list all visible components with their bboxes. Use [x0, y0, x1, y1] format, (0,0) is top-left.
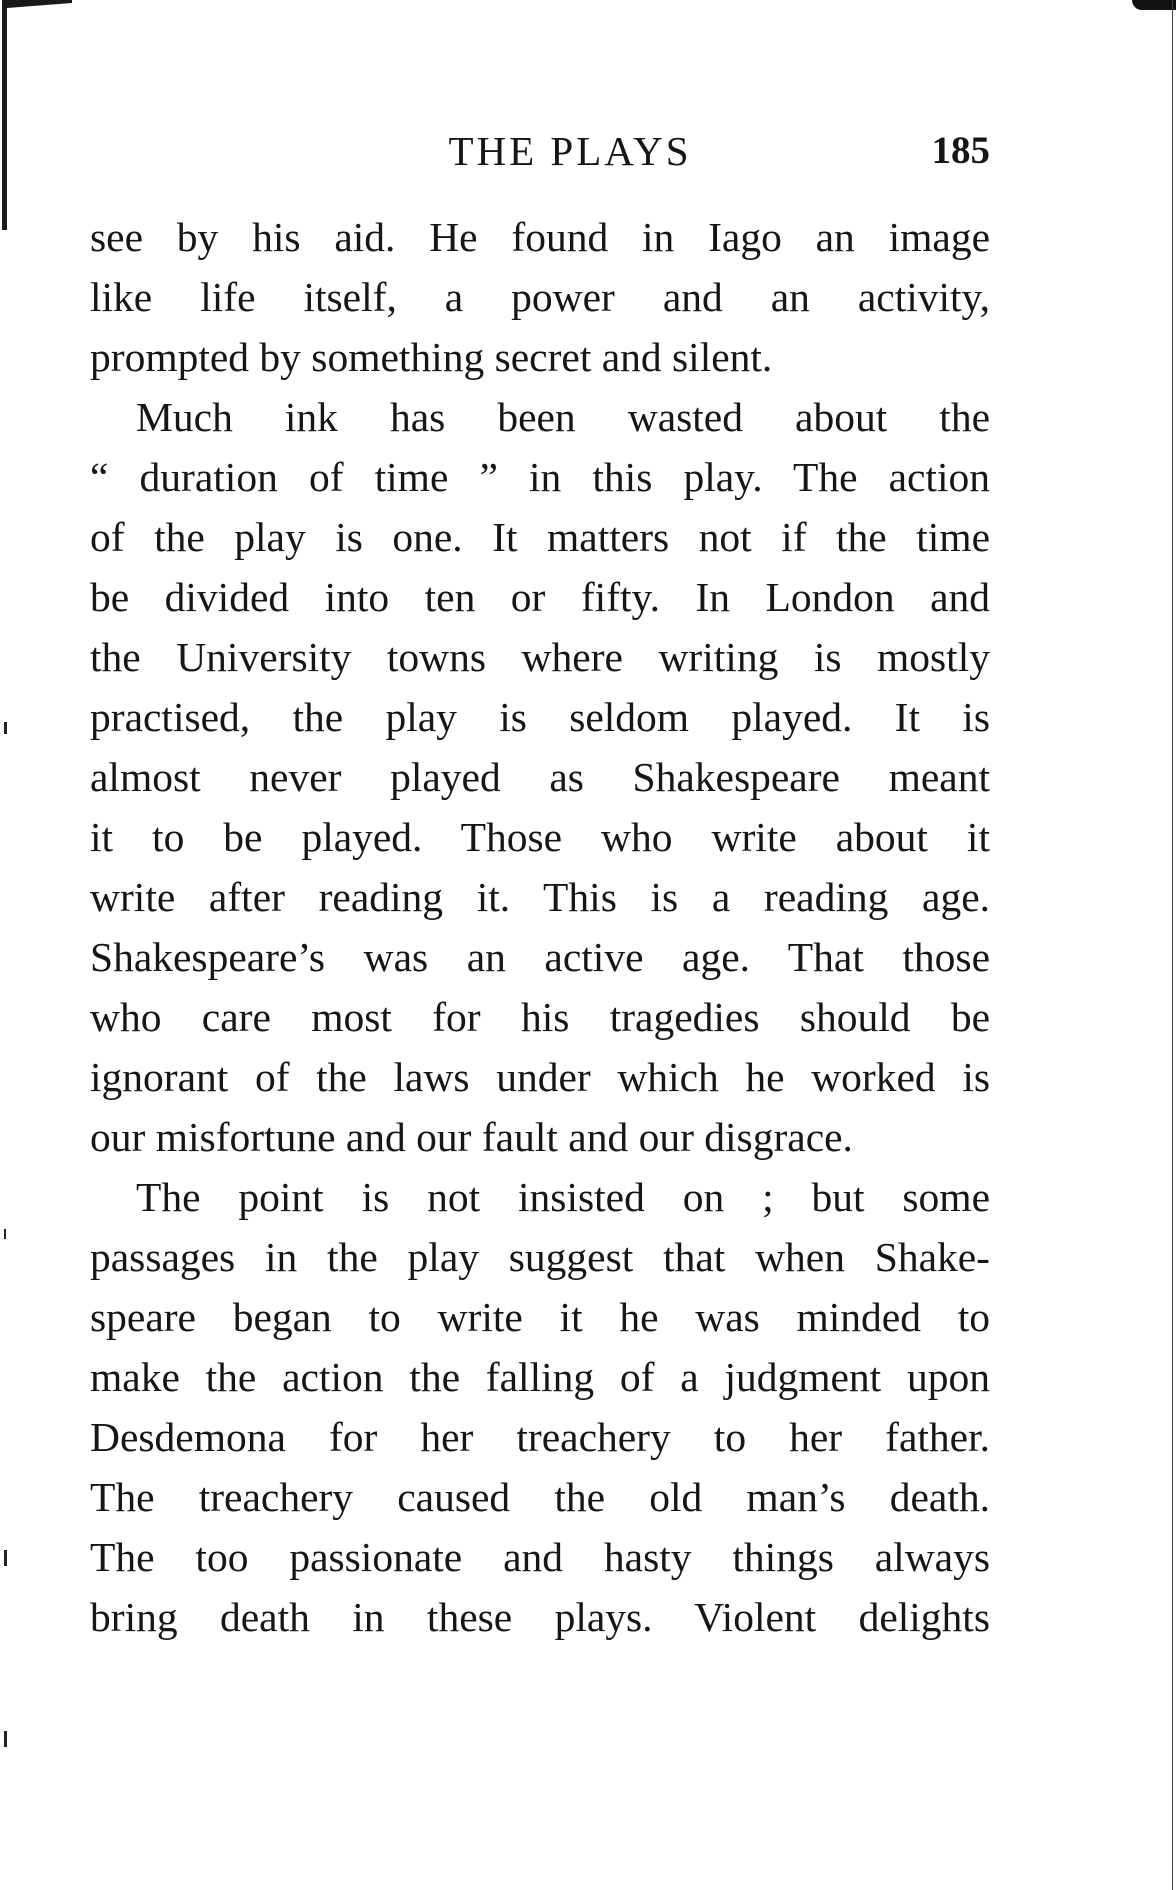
scan-edge-mark — [1132, 0, 1176, 10]
text-line: speare began to write it he was minded to — [90, 1294, 990, 1340]
text-line: The too passionate and hasty things always — [90, 1534, 990, 1580]
text-line: “ duration of time ” in this play. The action — [90, 454, 990, 500]
text-line: The point is not insisted on ; but some — [136, 1174, 990, 1220]
body-text — [90, 207, 990, 1647]
text-line: Shakespeare’s was an active age. That those — [90, 934, 990, 980]
text-line: be divided into ten or fifty. In London and — [90, 574, 990, 620]
margin-speck — [4, 1731, 7, 1747]
text-line: The treachery caused the old man’s death. — [90, 1474, 990, 1520]
text-line: the University towns where writing is mostly — [90, 634, 990, 680]
text-line: of the play is one. It matters not if the time — [90, 514, 990, 560]
text-line: almost never played as Shakespeare meant — [90, 754, 990, 800]
text-line: write after reading it. This is a reading age. — [90, 874, 990, 920]
paragraph — [90, 387, 990, 1167]
page-number: 185 — [931, 129, 990, 172]
running-title: THE PLAYS — [448, 128, 692, 174]
text-line: ignorant of the laws under which he worked is — [90, 1054, 990, 1100]
text-line: Much ink has been wasted about the — [136, 394, 990, 440]
text-line: passages in the play suggest that when Shake- — [90, 1234, 990, 1280]
text-line: practised, the play is seldom played. It is — [90, 694, 990, 740]
text-line: like life itself, a power and an activity, — [90, 274, 990, 320]
text-line: see by his aid. He found in Iago an image — [90, 214, 990, 260]
scan-corner-mark — [0, 0, 72, 230]
page-edge-line — [1172, 0, 1173, 1890]
text-line: prompted by something secret and silent. — [90, 334, 773, 380]
text-line: our misfortune and our fault and our disgrace. — [90, 1114, 853, 1160]
margin-speck — [4, 722, 7, 734]
running-header — [90, 125, 990, 177]
margin-speck — [4, 1550, 7, 1566]
text-line: who care most for his tragedies should be — [90, 994, 990, 1040]
text-line: bring death in these plays. Violent delights — [90, 1594, 990, 1640]
paragraph — [90, 207, 990, 387]
text-line: it to be played. Those who write about it — [90, 814, 990, 860]
paragraph — [90, 1167, 990, 1647]
text-line: Desdemona for her treachery to her father. — [90, 1414, 990, 1460]
margin-speck — [4, 1229, 6, 1239]
text-line: make the action the falling of a judgment upon — [90, 1354, 990, 1400]
